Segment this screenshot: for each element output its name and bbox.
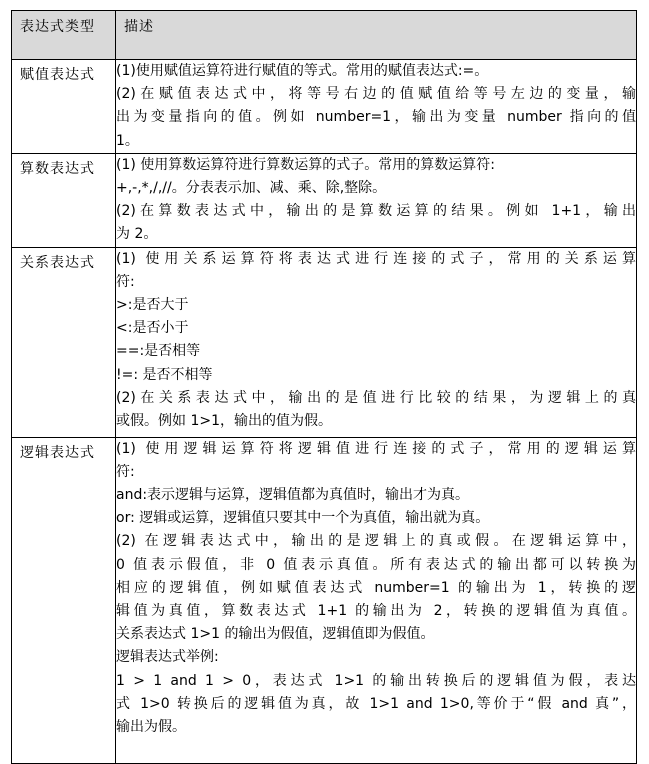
desc-line: (1) 使用逻辑运算符将逻辑值进行连接的式子，常用的逻辑运算 (116, 440, 636, 457)
table-row-relational (12, 247, 637, 437)
type-label: 赋值表达式 (20, 67, 95, 83)
type-cell (12, 437, 116, 763)
desc-line: 辑值为真值，算数表达式 1+1 的输出为 2，转换的逻辑值为真值。 (116, 603, 636, 620)
table-row-assignment (12, 60, 637, 154)
desc-line: 1 > 1 and 1 > 0，表达式 1>1 的输出转换后的逻辑值为假，表达 (116, 672, 636, 689)
desc-line: 1。 (116, 132, 139, 149)
desc-line: !=: 是否不相等 (116, 366, 213, 383)
desc-line: (2)在关系表达式中，输出的是值进行比较的结果，为逻辑上的真 (116, 389, 636, 406)
desc-cell (116, 247, 637, 437)
desc-line: (1) 使用算数运算符进行算数运算的式子。常用的算数运算符: (116, 156, 495, 173)
type-cell (12, 247, 116, 437)
desc-line: and:表示逻辑与运算，逻辑值都为真值时，输出才为真。 (116, 487, 470, 504)
desc-line: 式 1>0 转换后的逻辑值为真，故 1>1 and 1>0,等价于“假 and 真”， (116, 695, 636, 712)
desc-cell (116, 153, 637, 247)
type-cell (12, 60, 116, 154)
type-label: 逻辑表达式 (20, 444, 95, 461)
desc-line: (2) 在逻辑表达式中，输出的是逻辑上的真或假。在逻辑运算中， (116, 533, 636, 550)
desc-line: 逻辑表达式举例: (116, 649, 219, 666)
table-row-arithmetic (12, 153, 637, 247)
desc-line: (2)在算数表达式中，输出的是算数运算的结果。例如 1+1，输出 (116, 203, 636, 220)
desc-line: 0 值表示假值，非 0 值表示真值。所有表达式的输出都可以转换为 (116, 556, 636, 573)
desc-line: ==:是否相等 (116, 343, 201, 360)
desc-cell (116, 437, 637, 763)
header-type-cell (12, 11, 116, 60)
desc-line: 或假。例如 1>1，输出的值为假。 (116, 413, 332, 430)
type-label: 关系表达式 (20, 254, 95, 271)
table-header-row (12, 11, 637, 60)
desc-line: 符: (116, 273, 135, 290)
table-row-logical (12, 437, 637, 763)
desc-line: >:是否大于 (116, 297, 189, 314)
desc-line: 输出为假。 (116, 719, 186, 736)
desc-line: +,-,*,/,//。分表表示加、减、乘、除,整除。 (116, 180, 387, 197)
header-desc-cell (116, 11, 637, 60)
desc-line: (1) 使用关系运算符将表达式进行连接的式子，常用的关系运算 (116, 250, 636, 267)
desc-line: 相应的逻辑值，例如赋值表达式 number=1 的输出为 1，转换的逻 (116, 579, 636, 596)
desc-line: 出为变量指向的值。例如 number=1，输出为变量 number 指向的值 (116, 109, 636, 126)
desc-line: 为 2。 (116, 226, 158, 243)
desc-line: 关系表达式 1>1 的输出为假值，逻辑值即为假值。 (116, 626, 435, 643)
header-type-label: 表达式类型 (20, 19, 95, 35)
type-label: 算数表达式 (20, 160, 95, 177)
desc-line: (1)使用赋值运算符进行赋值的等式。常用的赋值表达式:=。 (116, 63, 489, 79)
type-cell (12, 153, 116, 247)
desc-line: or: 逻辑或运算，逻辑值只要其中一个为真值，输出就为真。 (116, 510, 490, 527)
desc-line: <:是否小于 (116, 320, 189, 337)
desc-cell (116, 60, 637, 154)
desc-line: 符: (116, 463, 135, 480)
desc-line: (2)在赋值表达式中，将等号右边的值赋值给等号左边的变量，输 (116, 86, 636, 103)
expression-table (11, 10, 637, 764)
header-desc-label: 描述 (124, 19, 154, 35)
